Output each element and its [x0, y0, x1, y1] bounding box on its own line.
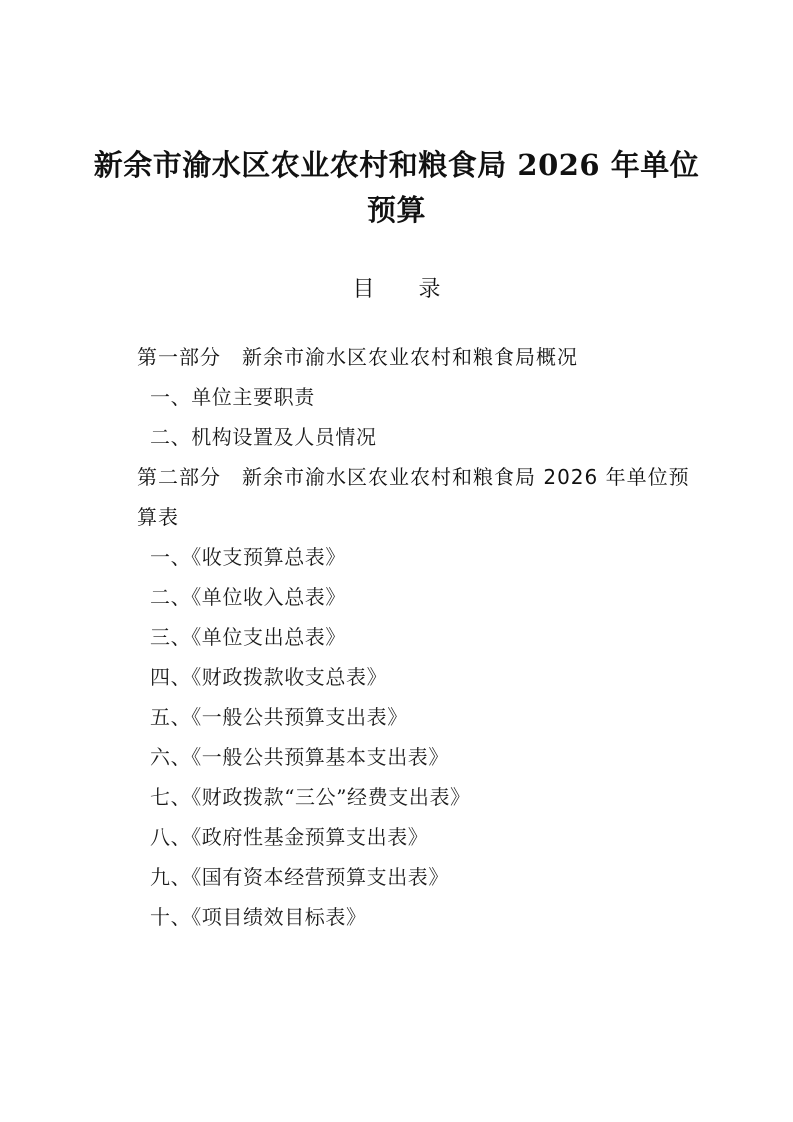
toc-item: 八、《政府性基金预算支出表》	[150, 825, 429, 849]
toc-item: 一、单位主要职责	[150, 385, 315, 409]
document-title-line-2: 预算	[366, 193, 426, 227]
toc-item: 三、《单位支出总表》	[150, 625, 346, 649]
table-of-contents	[137, 337, 737, 937]
toc-item: 二、机构设置及人员情况	[150, 425, 377, 449]
toc-item: 九、《国有资本经营预算支出表》	[150, 865, 449, 889]
toc-item: 二、《单位收入总表》	[150, 585, 346, 609]
part-1-heading: 第一部分 新余市渝水区农业农村和粮食局概况	[137, 345, 578, 369]
toc-item: 七、《财政拨款“三公”经费支出表》	[150, 785, 471, 809]
toc-item: 十、《项目绩效目标表》	[150, 905, 367, 929]
toc-item: 四、《财政拨款收支总表》	[150, 665, 388, 689]
toc-item: 六、《一般公共预算基本支出表》	[150, 745, 449, 769]
part-2-heading-line-2: 算表	[137, 505, 179, 529]
document-title-line-1: 新余市渝水区农业农村和粮食局 2026 年单位	[93, 148, 700, 182]
toc-item: 五、《一般公共预算支出表》	[150, 705, 408, 729]
part-2-heading-line-1: 第二部分 新余市渝水区农业农村和粮食局 2026 年单位预	[137, 465, 690, 489]
toc-heading: 目 录	[352, 277, 441, 302]
toc-item: 一、《收支预算总表》	[150, 545, 346, 569]
